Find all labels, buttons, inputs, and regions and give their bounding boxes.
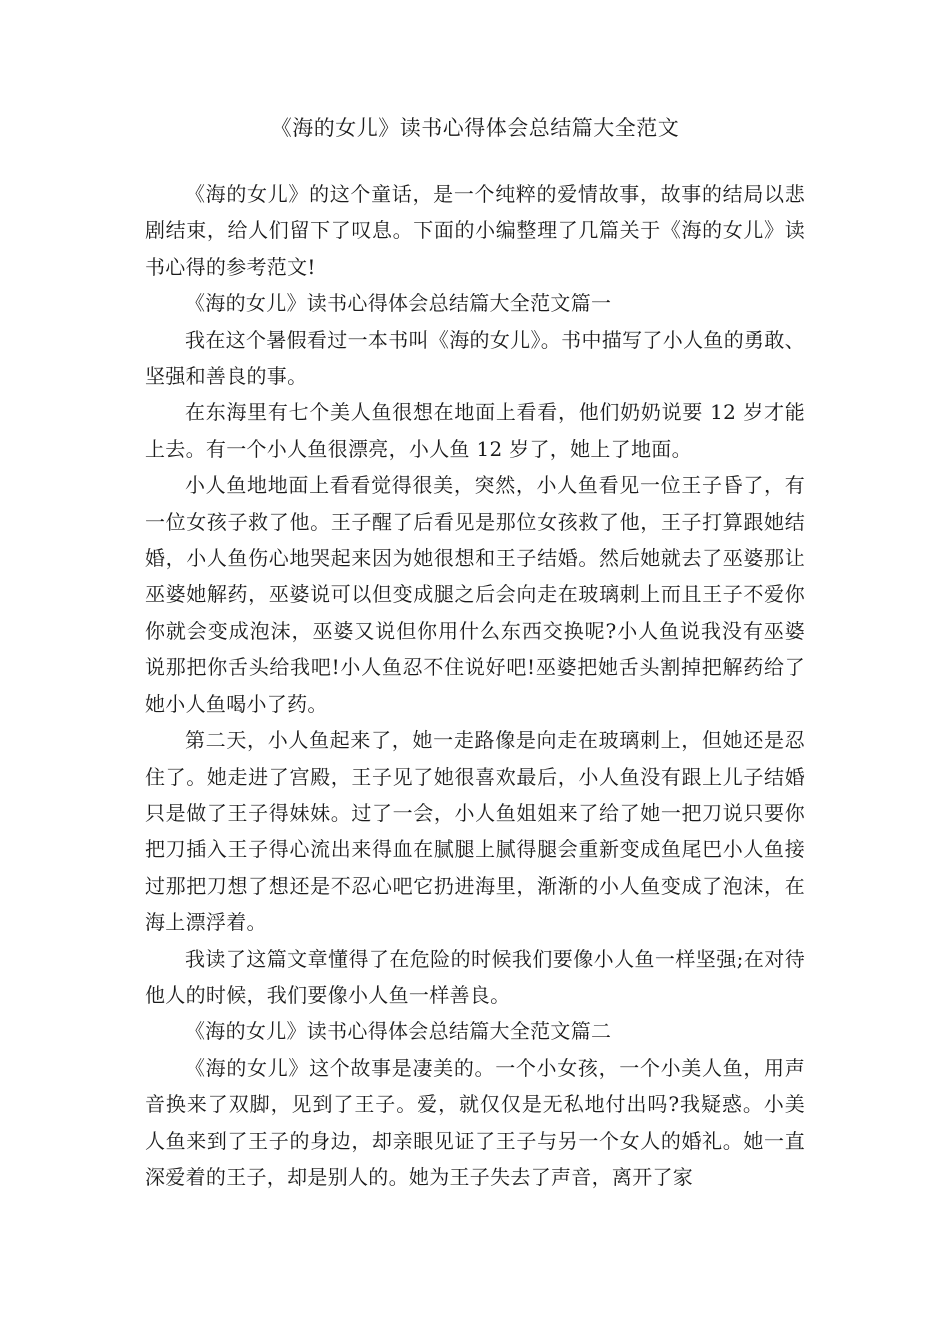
section1-heading: 《海的女儿》读书心得体会总结篇大全范文篇一 — [185, 291, 612, 316]
document-body — [145, 176, 805, 1195]
intro-paragraph: 《海的女儿》的这个童话，是一个纯粹的爱情故事，故事的结局以悲剧结束，给人们留下了叹息。下面的小编整理了几篇关于《海的女儿》读书心得的参考范文! — [145, 182, 805, 279]
section1-paragraph: 我读了这篇文章懂得了在危险的时候我们要像小人鱼一样坚强;在对待他人的时候，我们要像小人鱼一样善良。 — [145, 946, 805, 1007]
document-title: 《海的女儿》读书心得体会总结篇大全范文 — [270, 116, 680, 140]
section2-paragraph: 《海的女儿》这个故事是凄美的。一个小女孩，一个小美人鱼，用声音换来了双脚，见到了王子。爱，就仅仅是无私地付出吗?我疑惑。小美人鱼来到了王子的身边，却亲眼见证了王子与另一个女人的婚礼。她一直深爱着的王子，却是别人的。她为王子失去了声音，离开了家 — [145, 1055, 805, 1189]
section1-paragraph: 小人鱼地地面上看看觉得很美，突然，小人鱼看见一位王子昏了，有一位女孩子救了他。王子醒了后看见是那位女孩救了他，王子打算跟她结婚，小人鱼伤心地哭起来因为她很想和王子结婚。然后她就去了巫婆那让巫婆她解药，巫婆说可以但变成腿之后会向走在玻璃刺上而且王子不爱你你就会变成泡沫，巫婆又说但你用什么东西交换呢?小人鱼说我没有巫婆说那把你舌头给我吧!小人鱼忍不住说好吧!巫婆把她舌头割掉把解药给了她小人鱼喝小了药。 — [145, 473, 805, 716]
section1-paragraph: 我在这个暑假看过一本书叫《海的女儿》。书中描写了小人鱼的勇敢、坚强和善良的事。 — [145, 327, 805, 389]
section1-paragraph: 第二天，小人鱼起来了，她一走路像是向走在玻璃刺上，但她还是忍住了。她走进了宫殿，王子见了她很喜欢最后，小人鱼没有跟上儿子结婚只是做了王子得妹妹。过了一会，小人鱼姐姐来了给了她一把刀说只要你把刀插入王子得心流出来得血在腻腿上腻得腿会重新变成鱼尾巴小人鱼接过那把刀想了想还是不忍心吧它扔进海里，渐渐的小人鱼变成了泡沫，在海上漂浮着。 — [145, 728, 805, 935]
section1-paragraph: 在东海里有七个美人鱼很想在地面上看看，他们奶奶说要 12 岁才能上去。有一个小人鱼很漂亮，小人鱼 12 岁了，她上了地面。 — [145, 400, 805, 461]
section2-heading: 《海的女儿》读书心得体会总结篇大全范文篇二 — [185, 1019, 612, 1044]
